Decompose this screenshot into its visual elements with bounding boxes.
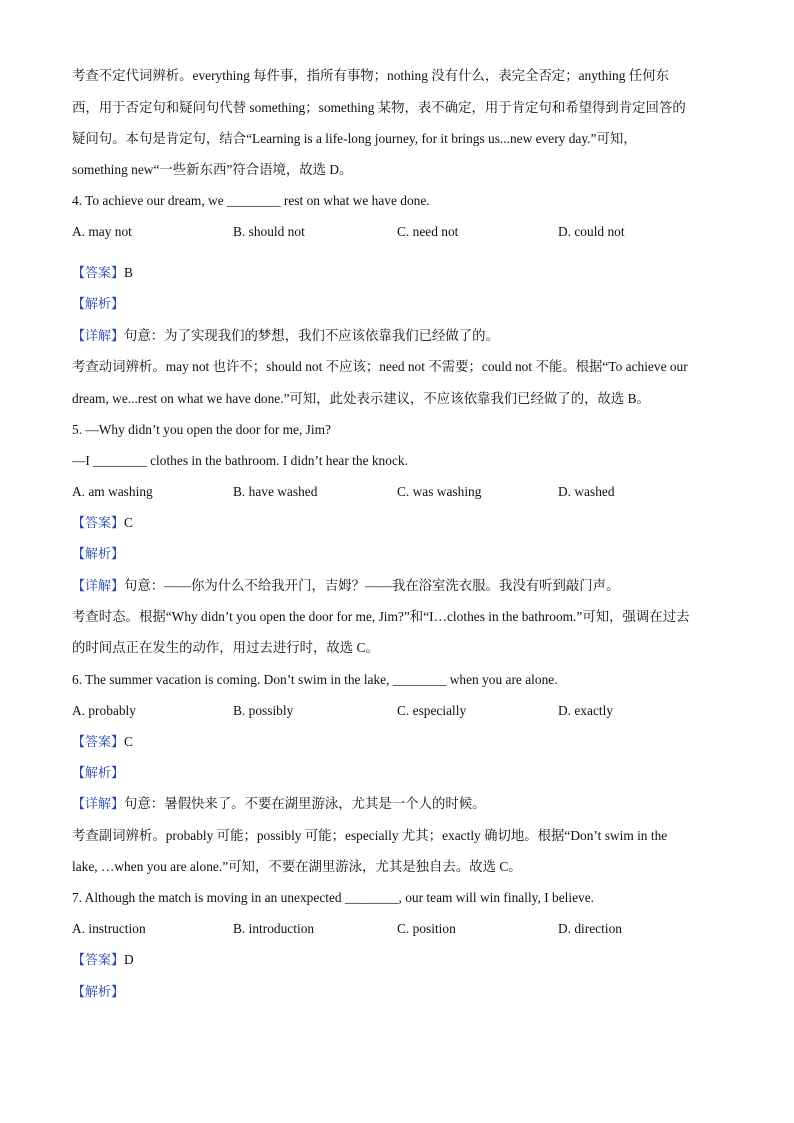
option-c: C. position [397,921,456,936]
analysis-line [72,295,124,314]
answer-line [72,733,133,752]
detail-line [72,795,486,814]
option-a: A. may not [72,224,132,239]
analysis-tag: 【解析】 [72,985,125,1000]
explanation-line: 考查副词辨析。probably 可能；possibly 可能；especially 尤其；exactly 确切地。根据“Don’t swim in the [72,828,668,843]
detail-line [72,327,499,346]
paragraph-line: something new“一些新东西”符合语境，故选 D。 [72,162,353,177]
question-4-stem: 4. To achieve our dream, we ________ rest on what we have done. [72,193,430,208]
answer-tag: 【答案】 [72,266,125,281]
explanation-line: 的时间点正在发生的动作，用过去进行时，故选 C。 [72,640,379,655]
answer-line [72,514,133,533]
answer-tag: 【答案】 [72,516,125,531]
paragraph-line: 疑问句。本句是肯定句，结合“Learning is a life-long journey, for it brings us...new every day.”可知， [72,131,637,146]
option-d: D. washed [558,484,615,499]
answer-line [72,264,133,283]
question-6-stem: 6. The summer vacation is coming. Don’t swim in the lake, ________ when you are alone. [72,672,558,687]
detail-line [72,577,619,596]
paragraph-line: 西，用于否定句和疑问句代替 something；something 某物，表不确定，用于肯定句和希望得到肯定回答的 [72,100,686,115]
option-d: D. exactly [558,703,614,718]
detail-text: 句意：——你为什么不给我开门，吉姆？——我在浴室洗衣服。我没有听到敲门声。 [124,578,620,593]
question-5-stem: —I ________ clothes in the bathroom. I didn’t hear the knock. [72,453,408,468]
detail-tag: 【详解】 [72,797,125,812]
paragraph-line: 考查不定代词辨析。everything 每件事，指所有事物；nothing 没有什么，表完全否定；anything 任何东 [72,68,669,83]
analysis-line [72,764,124,783]
answer-tag: 【答案】 [72,953,125,968]
option-c: C. was washing [397,484,482,499]
answer-line [72,951,134,970]
answer-tag: 【答案】 [72,735,125,750]
option-d: D. direction [558,921,622,936]
option-d: D. could not [558,224,625,239]
detail-text: 句意：暑假快来了。不要在湖里游泳，尤其是一个人的时候。 [124,796,486,811]
answer-value: D [124,952,134,967]
option-b: B. have washed [233,484,318,499]
explanation-line: 考查时态。根据“Why didn’t you open the door for me, Jim?”和“I…clothes in the bathroom.”可知，强调在过去 [72,609,690,624]
option-b: B. introduction [233,921,315,936]
analysis-line [72,545,124,564]
analysis-tag: 【解析】 [72,547,125,562]
option-a: A. am washing [72,484,153,499]
answer-value: C [124,734,133,749]
question-5-stem: 5. —Why didn’t you open the door for me, Jim? [72,422,331,437]
detail-tag: 【详解】 [72,329,125,344]
option-c: C. need not [397,224,459,239]
analysis-line [72,983,124,1002]
explanation-line: 考查动词辨析。may not 也许不；should not 不应该；need not 不需要；could not 不能。根据“To achieve our [72,359,688,374]
option-a: A. probably [72,703,136,718]
detail-text: 句意：为了实现我们的梦想，我们不应该依靠我们已经做了的。 [124,328,499,343]
option-b: B. should not [233,224,305,239]
explanation-line: dream, we...rest on what we have done.”可知，此处表示建议，不应该依靠我们已经做了的，故选 B。 [72,391,650,406]
detail-tag: 【详解】 [72,579,125,594]
option-b: B. possibly [233,703,294,718]
answer-value: C [124,515,133,530]
analysis-tag: 【解析】 [72,297,125,312]
question-7-stem: 7. Although the match is moving in an unexpected ________, our team will win finally, I believe. [72,890,595,905]
analysis-tag: 【解析】 [72,766,125,781]
option-a: A. instruction [72,921,146,936]
answer-value: B [124,265,133,280]
explanation-line: lake, …when you are alone.”可知，不要在湖里游泳，尤其是独自去。故选 C。 [72,859,522,874]
option-c: C. especially [397,703,467,718]
